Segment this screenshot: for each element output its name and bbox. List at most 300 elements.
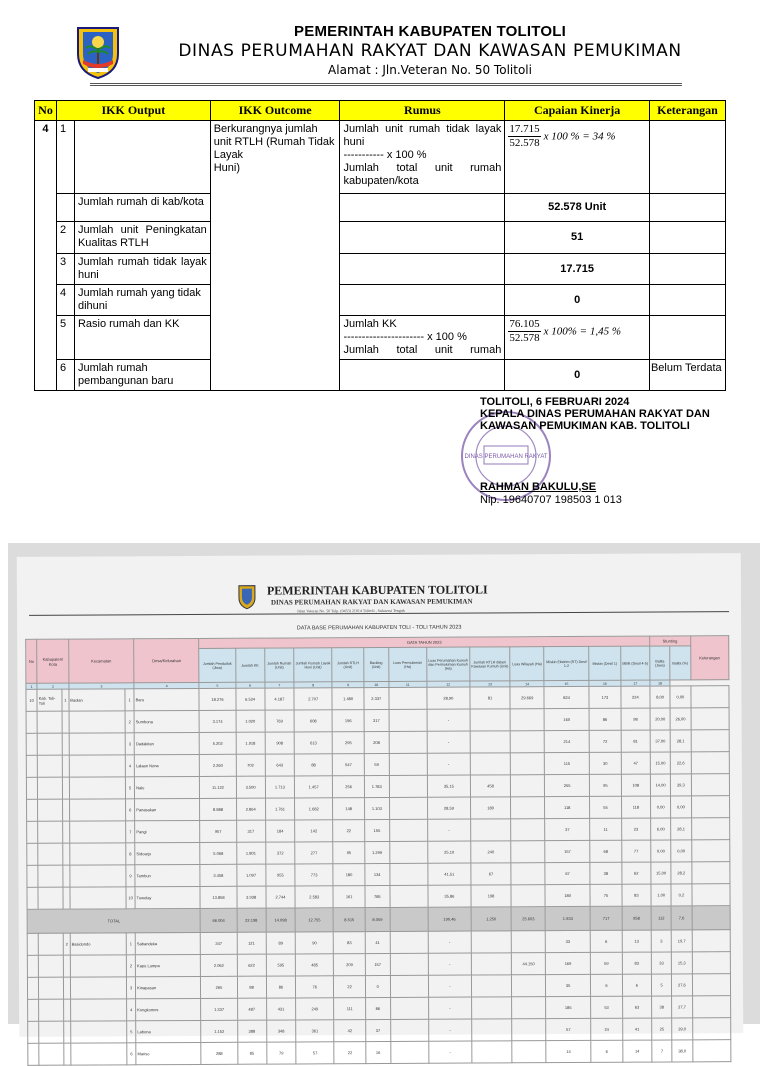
scan-cell: 27,7 — [672, 996, 692, 1018]
scan-cell — [691, 862, 730, 884]
scan-cell: 27,6 — [672, 974, 692, 996]
table-header-row — [35, 101, 726, 121]
scan-cell: 2.744 — [266, 886, 295, 908]
col-header-keterangan: Keterangan — [649, 101, 725, 121]
scan-cell: 35,15 — [427, 775, 470, 797]
scan-cell: 0,2 — [671, 884, 691, 906]
table-row — [35, 222, 726, 254]
col-header-rumus: Rumus — [340, 101, 505, 121]
scan-cell: - — [427, 731, 470, 753]
scan-cell — [38, 843, 63, 865]
scan-cell: 155 — [365, 819, 390, 841]
scan-cell: 10 — [26, 689, 37, 711]
scan-cell: 77 — [621, 840, 650, 862]
scan-cell — [38, 777, 63, 799]
kabupaten-logo-icon — [74, 24, 122, 80]
scan-cell — [70, 865, 126, 887]
scan-cell — [470, 819, 511, 841]
scan-cell: 95 — [333, 842, 365, 864]
scan-col-header: Jumlah Rumah Layak Huni (Unit) — [294, 648, 332, 682]
scan-cell: 1 — [125, 689, 134, 711]
scan-cell — [389, 753, 427, 775]
scan-cell: Kinapasan — [136, 976, 201, 998]
scan-cell: 4 — [127, 999, 136, 1021]
scan-cell — [69, 799, 125, 821]
scan-cell — [470, 731, 511, 753]
scan-cell: Lalaan Nona — [134, 754, 199, 776]
scan-cell: 717 — [590, 906, 622, 930]
scan-col-number: 18 — [650, 680, 670, 686]
capaian-cell: 52.578 Unit — [505, 194, 650, 222]
scan-cell: 224 — [621, 686, 650, 708]
scan-cell: 148 — [333, 798, 365, 820]
scan-cell — [511, 775, 545, 797]
scan-cell — [38, 887, 63, 909]
scan-cell: Dadakitan — [134, 732, 199, 754]
scan-cell: 702 — [236, 754, 265, 776]
scan-cell: 955 — [266, 864, 295, 886]
scan-cell: Kongkomos — [136, 998, 201, 1020]
scan-head-3: Jalan Veteran No. 50 Telp. (0453) 21014 Tolitoli , Sulawesi Tengah — [297, 607, 405, 614]
scan-col-number: 17 — [621, 680, 650, 686]
rumus-cell — [340, 254, 505, 285]
scan-cell: 118 — [545, 796, 590, 818]
scan-cell: 37 — [545, 818, 590, 840]
scan-cell — [69, 733, 125, 755]
keterangan-cell: Belum Terdata — [649, 360, 725, 391]
table-row — [28, 1040, 731, 1066]
scan-cell: 66.004 — [201, 908, 237, 932]
scan-cell: 35 — [546, 974, 591, 996]
scan-cell — [389, 687, 427, 709]
scan-cell: 908 — [265, 732, 294, 754]
capaian-cell: 17.715 — [505, 254, 650, 285]
scan-cell — [70, 999, 126, 1021]
scan-cell — [389, 709, 427, 731]
scan-cell: 209 — [334, 954, 366, 976]
scan-cell: 26,00 — [670, 708, 690, 730]
col-header-capaian: Capaian Kinerja — [505, 101, 650, 121]
ikk-table — [34, 100, 726, 391]
scan-cell — [470, 753, 511, 775]
scan-cell: - — [427, 753, 470, 775]
scan-cell: 9 — [126, 865, 135, 887]
scan-cell — [37, 733, 62, 755]
scan-col-number: 10 — [364, 681, 389, 687]
scan-cell: 6,00 — [651, 818, 671, 840]
scan-col-number: 1 — [26, 683, 37, 689]
scan-cell — [512, 1019, 546, 1041]
scan-cell: 6 — [590, 930, 622, 952]
scan-col-number: 3 — [69, 683, 134, 689]
scan-cell: 22 — [333, 820, 365, 842]
scan-cell: 190,46 — [428, 907, 471, 931]
sub-number: 4 — [56, 285, 74, 316]
scan-cell: 10 — [126, 887, 135, 909]
scan-col-number: 11 — [389, 681, 427, 687]
row-number: 4 — [35, 121, 57, 391]
scan-cell: 347 — [201, 932, 237, 954]
scan-cell — [511, 797, 545, 819]
scan-cell — [38, 821, 63, 843]
scan-cell — [510, 709, 544, 731]
scan-cell: 3 — [127, 977, 136, 999]
output-cell: Jumlah rumah yang tidak dihuni — [74, 285, 210, 316]
scan-cell — [691, 840, 730, 862]
sub-number: 6 — [56, 360, 74, 391]
scan-cell: 57 — [546, 1018, 591, 1040]
capaian-cell: 51 — [505, 222, 650, 254]
capaian-cell: 0 — [505, 360, 650, 391]
scan-cell: 3.500 — [236, 776, 265, 798]
scan-cell: - — [428, 819, 471, 841]
scan-cell — [691, 752, 730, 774]
scan-cell — [70, 1021, 126, 1043]
scan-cell: 25.603 — [511, 907, 545, 931]
scan-cell — [692, 1040, 731, 1062]
scan-cell: 769 — [265, 710, 294, 732]
scan-cell: Panasakan — [135, 798, 200, 820]
gov-title: PEMERINTAH KABUPATEN TOLITOLI — [294, 23, 566, 40]
scan-cell: 184 — [265, 820, 294, 842]
scan-cell: - — [428, 931, 471, 953]
scan-cell: 2.583 — [295, 886, 333, 908]
scan-cell: 7 — [652, 1040, 672, 1062]
scan-cell — [69, 821, 125, 843]
scan-cell: 8.515 — [333, 908, 365, 932]
scan-cell — [471, 931, 512, 953]
scan-cell: 169 — [545, 952, 590, 974]
scan-cell: 62 — [622, 862, 651, 884]
scan-cell: 22.198 — [237, 908, 266, 932]
signer-name: RAHMAN BAKULU,SE — [480, 481, 597, 493]
scan-cell — [390, 907, 428, 931]
scan-cell: 608 — [294, 710, 332, 732]
scan-cell: 5.202 — [200, 732, 236, 754]
scan-cell — [37, 711, 62, 733]
scan-cell: 53 — [591, 996, 623, 1018]
scan-cell — [511, 753, 545, 775]
scan-cell: 196 — [332, 710, 364, 732]
scan-cell: 1.918 — [236, 732, 265, 754]
rumus-cell — [340, 360, 505, 391]
scan-cell: 108 — [621, 774, 650, 796]
table-row — [35, 360, 726, 391]
sub-number — [56, 194, 74, 222]
rumus-cell: Jumlah unit rumah tidak layak huni ----------- x 100 % Jumlah total unit rumah kabupaten/kota — [340, 121, 505, 194]
fraction-numerator: 17.715 — [509, 123, 540, 135]
scan-cell: 0,00 — [670, 686, 690, 708]
scan-cell: Sidoarjo — [135, 842, 200, 864]
scan-cell: 57 — [296, 1042, 334, 1064]
scan-head-1: PEMERINTAH KABUPATEN TOLITOLI — [266, 582, 488, 598]
scan-col-header: Jumlah KK — [235, 648, 264, 682]
scan-cell — [471, 997, 512, 1019]
scan-cell: 613 — [294, 732, 332, 754]
scan-cell: 1.103 — [364, 797, 389, 819]
scan-cell — [28, 1021, 39, 1043]
fraction-result: x 100% = 1,45 % — [543, 325, 622, 338]
scan-cell — [691, 730, 730, 752]
scan-col-header: Backlog (Unit) — [364, 647, 389, 681]
scan-col-no: No — [26, 639, 37, 683]
keterangan-cell — [649, 316, 725, 360]
fraction — [508, 318, 540, 345]
scan-col-header: Jumlah Penduduk (Jiwa) — [199, 648, 235, 682]
scan-cell — [512, 997, 546, 1019]
keterangan-cell — [649, 194, 725, 222]
scan-cell — [71, 1043, 127, 1065]
scan-col-number: 13 — [470, 681, 511, 687]
scan-cell: 38,0 — [672, 1040, 692, 1062]
scan-cell: 98 — [621, 708, 650, 730]
scan-head-2: DINAS PERUMAHAN RAKYAT DAN KAWASAN PEMUKIMAN — [270, 597, 473, 607]
keterangan-cell — [649, 254, 725, 285]
scan-cell: 2.337 — [364, 687, 389, 709]
rumus-cell — [340, 222, 505, 254]
scan-cell: 13.858 — [200, 886, 236, 908]
scan-cell: 25 — [652, 1018, 672, 1040]
outcome-cell: Berkurangnya jumlah unit RTLH (Rumah Tidak Layak Huni) — [210, 121, 340, 391]
scan-cell — [390, 863, 428, 885]
scan-cell: 121 — [237, 932, 266, 954]
scan-col-number: 5 — [199, 682, 235, 688]
scan-cell: 157 — [545, 840, 590, 862]
scan-cell: 388 — [237, 1020, 266, 1042]
capaian-cell — [505, 121, 650, 194]
scan-cell: 14 — [546, 1040, 591, 1062]
scan-col-header: Jumlah RTLH dalam Kawasan Kumuh (Unit) — [469, 647, 510, 681]
scan-cell: 8.059 — [365, 907, 390, 931]
scan-cell: 0,00 — [671, 796, 691, 818]
scan-cell: 1.337 — [201, 998, 237, 1020]
scan-cell: 39,0 — [672, 1018, 692, 1040]
scan-cell: 3 — [125, 733, 134, 755]
scan-cell: 39,3 — [671, 774, 691, 796]
scan-col-number: 8 — [294, 682, 332, 688]
scan-cell: 2.707 — [294, 688, 332, 710]
scan-cell — [389, 731, 427, 753]
scan-cell: 249 — [296, 998, 334, 1020]
output-cell: Jumlah rumah pembangunan baru — [74, 360, 210, 391]
scan-cell: 28,1 — [670, 730, 690, 752]
scan-cell — [27, 821, 38, 843]
scan-cell: 288 — [201, 1042, 237, 1064]
scan-col-number: 6 — [235, 682, 264, 688]
scan-cell — [38, 755, 63, 777]
scan-cell: 14 — [622, 1040, 651, 1062]
scan-cell: 361 — [296, 1020, 334, 1042]
scan-cell: Basidondo — [70, 933, 126, 955]
scan-cell: 595 — [266, 954, 295, 976]
scan-cell — [692, 996, 731, 1018]
scan-cell: 295 — [333, 732, 365, 754]
scan-cell — [692, 952, 731, 974]
scan-cell: 255 — [545, 774, 590, 796]
scan-cell: 773 — [295, 864, 333, 886]
scan-cell: 63 — [622, 996, 651, 1018]
signature-block — [480, 396, 710, 432]
scan-cell: 55 — [590, 796, 622, 818]
rumus-numerator: Jumlah KK — [343, 318, 397, 330]
scan-col-header: Jumlah Rumah (Unit) — [265, 648, 294, 682]
scan-cell: Nalu — [135, 776, 200, 798]
scan-cell: 4.187 — [265, 688, 294, 710]
scan-cell — [28, 1043, 39, 1065]
scan-cell — [38, 799, 63, 821]
scan-cell: 67 — [471, 863, 512, 885]
scan-cell — [691, 884, 730, 906]
fraction — [508, 123, 540, 150]
scan-logo-icon — [237, 584, 257, 610]
scan-cell — [510, 731, 544, 753]
scan-cell — [39, 999, 64, 1021]
scan-cell — [389, 797, 427, 819]
scan-cell — [692, 930, 731, 952]
scan-cell: - — [428, 953, 471, 975]
scan-cell: 1.250 — [471, 907, 512, 931]
scan-cell — [70, 843, 126, 865]
scan-cell: Sabandeka — [135, 932, 200, 954]
scan-cell: 431 — [266, 998, 295, 1020]
scan-cell: 785 — [365, 885, 390, 907]
scan-cell — [471, 975, 512, 997]
col-header-no: No — [35, 101, 57, 121]
scan-cell: 28,90 — [427, 687, 470, 709]
scan-cell: 6 — [622, 974, 651, 996]
keterangan-cell — [649, 121, 725, 194]
keterangan-cell — [649, 285, 725, 316]
scan-cell — [27, 843, 38, 865]
scan-cell: 37 — [366, 1019, 391, 1041]
scan-cell: 72 — [589, 730, 621, 752]
scan-col-number: 9 — [332, 682, 364, 688]
scan-title: DATA BASE PERUMAHAN KABUPATEN TOLI - TOLI TAHUN 2023 — [296, 624, 462, 632]
rumus-cell — [340, 285, 505, 316]
scan-col-header: Luas Permukiman (Ha) — [388, 647, 426, 681]
scan-col-ket: Keterangan — [690, 636, 729, 680]
scan-cell: - — [427, 709, 470, 731]
scan-cell: 198 — [471, 885, 512, 907]
letterhead-divider — [90, 83, 682, 86]
scan-cell: 214 — [544, 730, 589, 752]
scan-cell: 75 — [590, 884, 622, 906]
fraction-numerator: 76.105 — [509, 318, 540, 330]
scan-cell: 111 — [334, 998, 366, 1020]
scan-col-header: Balita (%) — [670, 646, 690, 680]
scan-cell — [39, 1043, 64, 1065]
scan-cell — [690, 686, 729, 708]
scan-cell: 30 — [589, 752, 621, 774]
scan-cell — [691, 796, 730, 818]
scan-cell: 67 — [545, 862, 590, 884]
scan-cell: 28,1 — [671, 818, 691, 840]
scan-col-header: MBR (Desil 4-5) — [620, 646, 649, 680]
scan-cell: 3.458 — [200, 864, 236, 886]
scan-cell — [70, 955, 126, 977]
scan-cell: 86 — [365, 997, 390, 1019]
scan-cell: 19,7 — [671, 930, 691, 952]
scan-cell: 22 — [334, 976, 366, 998]
scan-cell: 16 — [366, 1041, 391, 1063]
scan-cell: 643 — [265, 754, 294, 776]
scan-cell — [511, 863, 545, 885]
scan-cell — [69, 711, 125, 733]
scan-cell: 6 — [591, 974, 623, 996]
scan-cell: 1.152 — [201, 1020, 237, 1042]
scan-cell: 3.174 — [200, 710, 236, 732]
scan-cell — [390, 885, 428, 907]
table-row — [35, 194, 726, 222]
table-row — [35, 316, 726, 360]
scan-cell: 180 — [545, 884, 590, 906]
capaian-cell: 0 — [505, 285, 650, 316]
scan-cell: 41 — [365, 931, 390, 953]
scan-cell — [38, 865, 63, 887]
scan-cell: 112 — [651, 906, 671, 930]
table-row — [35, 121, 726, 194]
scan-cell: 5 — [127, 1021, 136, 1043]
fraction-result: x 100 % = 34 % — [543, 130, 616, 143]
scan-cell: 173 — [589, 686, 621, 708]
scan-cell: 7,6 — [671, 906, 691, 930]
scan-cell: 68 — [590, 840, 622, 862]
scan-col-header: Luas Wilayah (Ha) — [510, 647, 544, 681]
scan-cell: 18.276 — [199, 688, 235, 710]
scan-col-header: Miskin (Desil 1) — [589, 646, 621, 680]
scan-cell: 13 — [622, 930, 651, 952]
scan-cell — [39, 1021, 64, 1043]
scan-cell — [69, 777, 125, 799]
scan-cell: 85 — [237, 1042, 266, 1064]
scan-cell — [471, 1019, 512, 1041]
scan-cell: 485 — [295, 954, 333, 976]
scan-cell — [28, 999, 39, 1021]
scan-stunting: Stunting — [650, 636, 691, 646]
scan-cell: 180 — [333, 864, 365, 886]
scan-cell: 4 — [125, 755, 134, 777]
scan-cell — [26, 711, 37, 733]
scan-cell: 81 — [621, 730, 650, 752]
scan-cell: 2.864 — [236, 798, 265, 820]
output-cell: Jumlah rumah di kab/kota — [74, 194, 210, 222]
scan-cell: 142 — [295, 820, 333, 842]
scan-cell: Kab. Toli-Toli — [37, 689, 62, 711]
scan-cell: Tuwelay — [135, 886, 200, 908]
scan-cell: 29.669 — [510, 687, 544, 709]
scan-cell — [39, 955, 64, 977]
scan-cell: 1 — [62, 689, 69, 711]
scan-cell: 256 — [333, 776, 365, 798]
scan-cell: 14.098 — [266, 908, 295, 932]
scan-cell — [27, 865, 38, 887]
scan-cell: 1.299 — [365, 841, 390, 863]
scan-cell: 28,2 — [671, 862, 691, 884]
scan-cell: 44.150 — [512, 953, 546, 975]
scan-cell: 88 — [237, 976, 266, 998]
scan-cell: 958 — [622, 906, 651, 930]
scan-cell: 3 — [651, 930, 671, 952]
fraction-denominator: 52.578 — [509, 137, 540, 149]
scan-cell — [471, 953, 512, 975]
scan-cell: 317 — [364, 709, 389, 731]
scan-cell: - — [429, 997, 472, 1019]
scan-cell: 5 — [651, 974, 671, 996]
scan-cell: 23 — [621, 818, 650, 840]
scan-cell: 79 — [267, 1042, 296, 1064]
keterangan-cell — [649, 222, 725, 254]
scan-cell: 208 — [364, 731, 389, 753]
